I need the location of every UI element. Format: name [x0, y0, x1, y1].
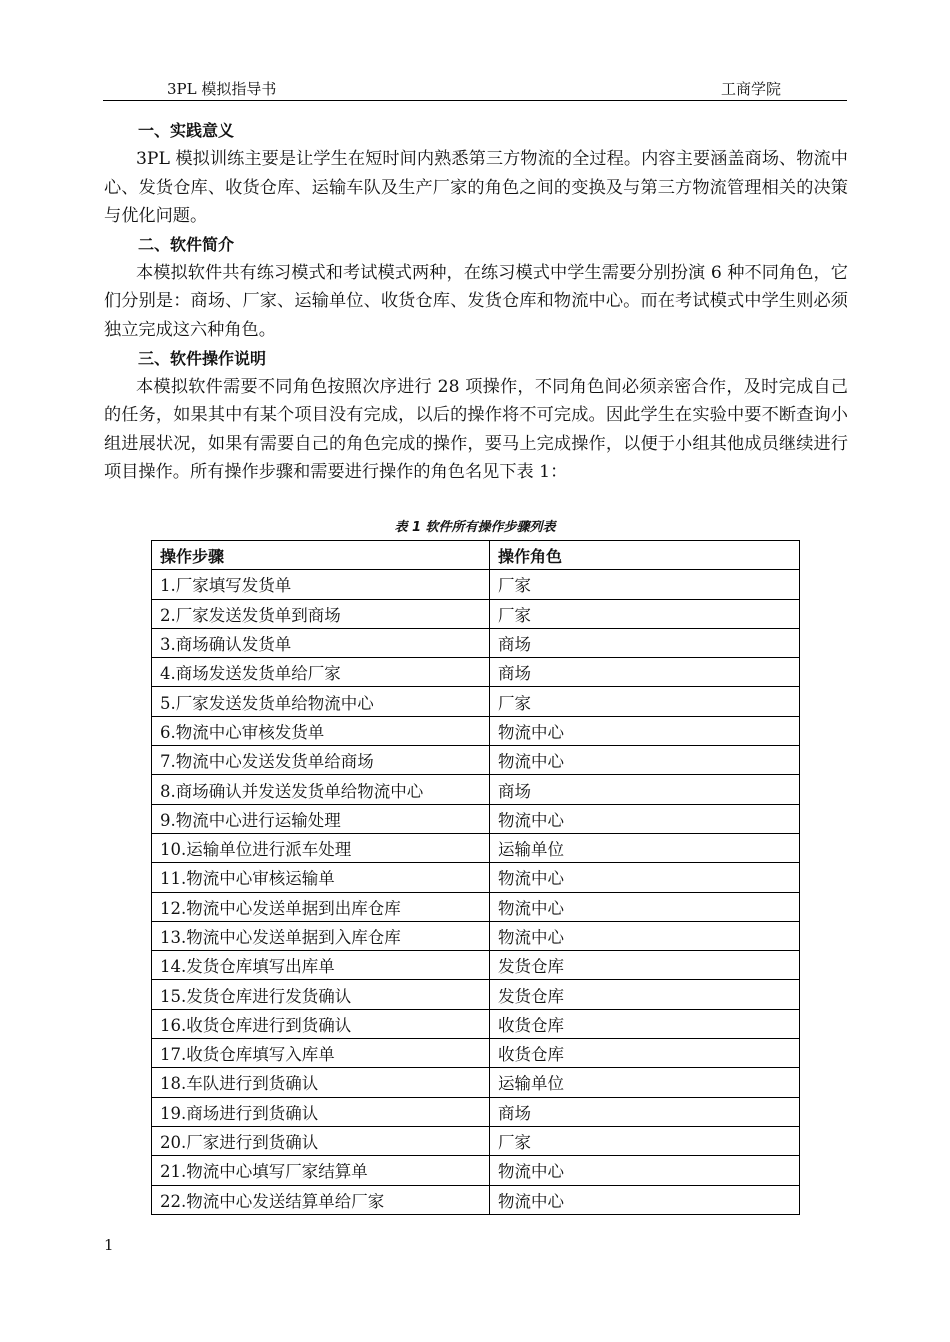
- role-cell: 物流中心: [490, 892, 800, 921]
- table-row: [152, 746, 800, 775]
- table-row: [152, 921, 800, 950]
- step-cell: 5.厂家发送发货单给物流中心: [152, 687, 490, 716]
- role-cell: 物流中心: [490, 1156, 800, 1185]
- steps-table: [151, 540, 800, 1215]
- step-cell: 3.商场确认发货单: [152, 628, 490, 657]
- step-cell: 21.物流中心填写厂家结算单: [152, 1156, 490, 1185]
- role-cell: 运输单位: [490, 1068, 800, 1097]
- section-heading: 三、软件操作说明: [138, 348, 267, 368]
- table-row: [152, 951, 800, 980]
- page-header: [103, 76, 847, 101]
- table-header-row: [152, 541, 800, 570]
- table-row: [152, 892, 800, 921]
- section-heading: 二、软件简介: [138, 234, 235, 254]
- table-row: [152, 1126, 800, 1155]
- section-paragraph: 本模拟软件共有练习模式和考试模式两种，在练习模式中学生需要分别扮演 6 种不同角色，它们分别是：商场、厂家、运输单位、收货仓库、发货仓库和物流中心。而在考试模式中学生则必须独立完成这六种角色。: [104, 262, 848, 340]
- table-row: [152, 599, 800, 628]
- role-cell: 发货仓库: [490, 951, 800, 980]
- table-row: [152, 716, 800, 745]
- step-cell: 18.车队进行到货确认: [152, 1068, 490, 1097]
- table-row: [152, 804, 800, 833]
- step-cell: 6.物流中心审核发货单: [152, 716, 490, 745]
- step-cell: 13.物流中心发送单据到入库仓库: [152, 921, 490, 950]
- step-cell: 9.物流中心进行运输处理: [152, 804, 490, 833]
- role-cell: 收货仓库: [490, 1039, 800, 1068]
- table-row: [152, 1185, 800, 1214]
- header-school: 工商学院: [720, 80, 781, 98]
- table-row: [152, 1068, 800, 1097]
- section-heading: 一、实践意义: [138, 121, 235, 140]
- role-cell: 物流中心: [490, 921, 800, 950]
- role-cell: 商场: [490, 1097, 800, 1126]
- table-row: [152, 628, 800, 657]
- role-cell: 物流中心: [490, 863, 800, 892]
- section-software-intro: [104, 231, 848, 345]
- step-cell: 11.物流中心审核运输单: [152, 863, 490, 892]
- role-cell: 物流中心: [490, 1185, 800, 1214]
- table-caption: 表 1 软件所有操作步骤列表: [394, 520, 556, 535]
- step-cell: 7.物流中心发送发货单给商场: [152, 746, 490, 775]
- table-row: [152, 863, 800, 892]
- role-cell: 收货仓库: [490, 1009, 800, 1038]
- step-cell: 10.运输单位进行派车处理: [152, 833, 490, 862]
- step-cell: 14.发货仓库填写出库单: [152, 951, 490, 980]
- header-title: 3PL 模拟指导书: [167, 80, 277, 98]
- table-row: [152, 775, 800, 804]
- table-row: [152, 1039, 800, 1068]
- role-cell: 厂家: [490, 687, 800, 716]
- section-practice-meaning: [104, 117, 848, 231]
- column-header-role: 操作角色: [490, 541, 800, 570]
- role-cell: 厂家: [490, 570, 800, 599]
- role-cell: 物流中心: [490, 746, 800, 775]
- step-cell: 8.商场确认并发送发货单给物流中心: [152, 775, 490, 804]
- step-cell: 15.发货仓库进行发货确认: [152, 980, 490, 1009]
- role-cell: 商场: [490, 628, 800, 657]
- section-paragraph: 3PL 模拟训练主要是让学生在短时间内熟悉第三方物流的全过程。内容主要涵盖商场、物流中心、发货仓库、收货仓库、运输车队及生产厂家的角色之间的变换及与第三方物流管理相关的决策与优化问题。: [104, 149, 848, 227]
- section-paragraph: 本模拟软件需要不同角色按照次序进行 28 项操作，不同角色间必须亲密合作，及时完成自己的任务，如果其中有某个项目没有完成，以后的操作将不可完成。因此学生在实验中要不断查询小组进展状况，如果有需要自己的角色完成的操作，要马上完成操作，以便于小组其他成员继续进行项目操作。所有操作步骤和需要进行操作的角色名见下表 1：: [104, 376, 848, 483]
- document-body: [104, 117, 848, 487]
- section-operation-guide: [104, 345, 848, 487]
- step-cell: 4.商场发送发货单给厂家: [152, 658, 490, 687]
- column-header-step: 操作步骤: [152, 541, 490, 570]
- step-cell: 19.商场进行到货确认: [152, 1097, 490, 1126]
- table-row: [152, 1009, 800, 1038]
- step-cell: 12.物流中心发送单据到出库仓库: [152, 892, 490, 921]
- step-cell: 1.厂家填写发货单: [152, 570, 490, 599]
- role-cell: 运输单位: [490, 833, 800, 862]
- step-cell: 2.厂家发送发货单到商场: [152, 599, 490, 628]
- table-row: [152, 1156, 800, 1185]
- role-cell: 厂家: [490, 599, 800, 628]
- role-cell: 物流中心: [490, 716, 800, 745]
- page-number: 1: [104, 1236, 114, 1254]
- role-cell: 厂家: [490, 1126, 800, 1155]
- table-row: [152, 980, 800, 1009]
- step-cell: 22.物流中心发送结算单给厂家: [152, 1185, 490, 1214]
- table-row: [152, 687, 800, 716]
- step-cell: 20.厂家进行到货确认: [152, 1126, 490, 1155]
- step-cell: 17.收货仓库填写入库单: [152, 1039, 490, 1068]
- role-cell: 发货仓库: [490, 980, 800, 1009]
- table-row: [152, 1097, 800, 1126]
- role-cell: 商场: [490, 658, 800, 687]
- role-cell: 物流中心: [490, 804, 800, 833]
- step-cell: 16.收货仓库进行到货确认: [152, 1009, 490, 1038]
- table-row: [152, 658, 800, 687]
- table-row: [152, 833, 800, 862]
- table-row: [152, 570, 800, 599]
- role-cell: 商场: [490, 775, 800, 804]
